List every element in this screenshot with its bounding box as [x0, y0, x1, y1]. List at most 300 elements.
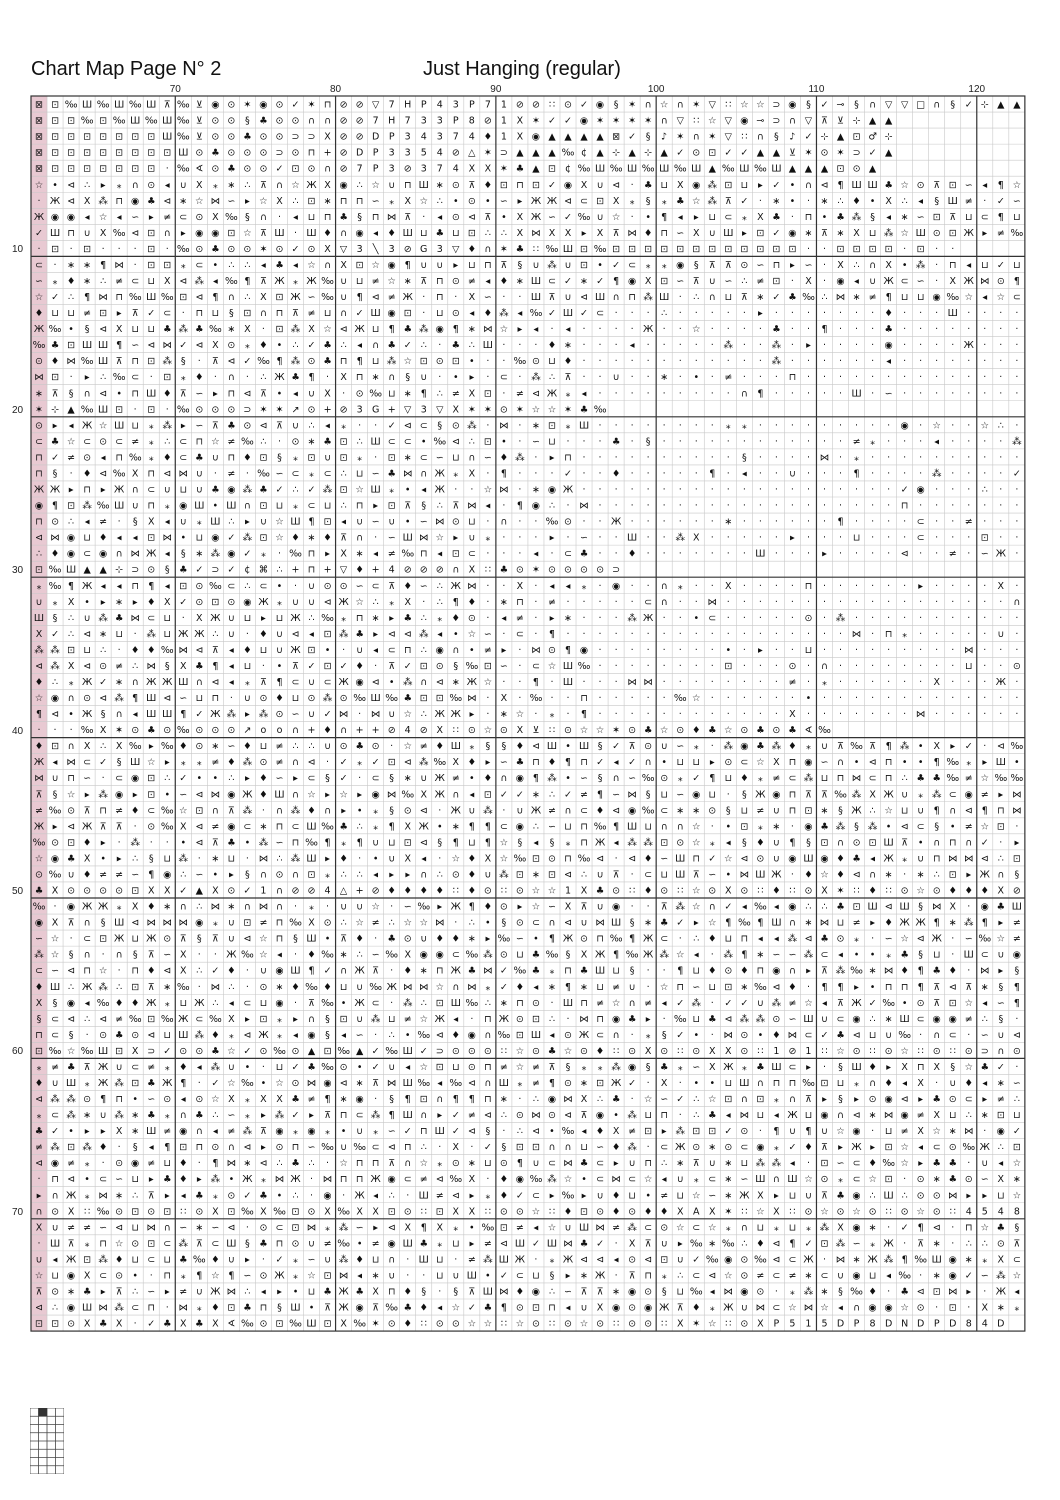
chart-symbol: ▸ [261, 1142, 266, 1154]
chart-symbol: X [83, 1270, 91, 1282]
chart-symbol: ¶ [484, 837, 491, 849]
chart-symbol: ◉ [836, 275, 845, 287]
chart-symbol: ‰ [176, 163, 190, 175]
chart-symbol: ⁎ [437, 1238, 443, 1250]
chart-symbol: § [485, 1126, 491, 1138]
chart-symbol: Ж [258, 596, 269, 608]
chart-symbol: ⊡ [483, 436, 492, 448]
chart-symbol: ∗ [83, 275, 92, 287]
chart-symbol: ⊙ [451, 211, 460, 223]
chart-symbol: ⊘ [355, 115, 364, 127]
chart-symbol: ⊼ [596, 1286, 604, 1298]
chart-symbol: · [983, 372, 987, 384]
chart-symbol: ‰ [561, 1126, 575, 1138]
chart-symbol: ⁂ [210, 548, 221, 560]
chart-symbol: ∴ [372, 596, 379, 608]
chart-symbol: • [597, 259, 603, 271]
chart-symbol: Ж [98, 1077, 109, 1089]
chart-symbol: · [774, 500, 778, 512]
chart-symbol: ◉ [884, 340, 893, 352]
chart-symbol: · [871, 532, 875, 544]
chart-symbol: ☆ [900, 1302, 909, 1314]
chart-symbol: ⁎ [341, 420, 346, 432]
chart-symbol: ∴ [132, 853, 139, 865]
chart-symbol: • [485, 1270, 491, 1282]
chart-symbol: Ш [755, 869, 766, 881]
chart-symbol: · [662, 612, 666, 624]
chart-symbol: ⊙ [195, 596, 204, 608]
chart-symbol: · [662, 340, 666, 352]
chart-symbol: ∩ [740, 388, 748, 400]
chart-symbol: ∴ [468, 436, 475, 448]
chart-symbol: ⊓ [355, 372, 364, 384]
chart-symbol: ⋈ [819, 917, 830, 929]
chart-symbol: · [486, 468, 490, 480]
chart-symbol: ⊙ [580, 564, 589, 576]
chart-symbol: Ж [530, 805, 542, 817]
chart-symbol: Ш [146, 99, 157, 111]
chart-symbol: · [710, 500, 714, 512]
chart-symbol: ☆ [371, 901, 380, 913]
chart-symbol: ⊂ [531, 917, 540, 929]
chart-symbol: · [822, 1061, 827, 1073]
chart-symbol: ✓ [900, 1222, 909, 1234]
chart-symbol: ⊘ [483, 115, 492, 127]
chart-symbol: · [838, 372, 843, 384]
chart-symbol: ∴ [52, 676, 59, 688]
chart-symbol: ♦ [259, 789, 268, 801]
chart-symbol: ⊠ [612, 131, 621, 143]
chart-symbol: ∪ [821, 1126, 828, 1138]
chart-symbol: Ш [98, 340, 109, 352]
chart-symbol: Ж [883, 1238, 894, 1250]
chart-symbol: ⊡ [852, 243, 861, 255]
chart-symbol: ☆ [403, 917, 412, 929]
chart-symbol: · [951, 933, 955, 945]
chart-symbol: ♣ [435, 227, 445, 239]
chart-symbol: ◉ [227, 789, 236, 801]
chart-symbol: ⋈ [386, 789, 397, 801]
chart-symbol: ‰ [753, 163, 767, 175]
chart-symbol: · [37, 195, 41, 207]
chart-symbol: · [790, 324, 794, 336]
chart-symbol: § [357, 211, 362, 223]
chart-symbol: ‰ [545, 949, 559, 961]
chart-symbol: ⁂ [723, 340, 734, 352]
chart-symbol: · [518, 436, 522, 448]
chart-symbol: ⊂ [387, 436, 396, 448]
chart-symbol: ◉ [948, 1254, 957, 1266]
chart-symbol: Ш [947, 308, 958, 320]
thumbnail-current-page [39, 1408, 48, 1416]
chart-symbol: ⁂ [98, 195, 108, 207]
chart-symbol: ∽ [980, 1029, 989, 1041]
chart-symbol: · [903, 532, 907, 544]
chart-symbol: X [933, 676, 940, 688]
chart-symbol: · [598, 548, 602, 560]
chart-symbol: · [871, 660, 875, 672]
chart-symbol: ⊙ [211, 1142, 220, 1154]
chart-symbol: ▸ [966, 869, 972, 881]
chart-symbol: ▸ [100, 1286, 106, 1298]
chart-symbol: § [645, 1061, 651, 1073]
chart-symbol: ⊼ [292, 660, 299, 672]
chart-symbol: ⋈ [34, 372, 44, 384]
chart-symbol: ♣ [659, 917, 669, 929]
chart-symbol: · [630, 372, 634, 384]
chart-symbol: ⋈ [964, 853, 974, 865]
chart-symbol: X [997, 580, 1005, 592]
chart-symbol: · [919, 1029, 923, 1041]
chart-symbol: ⊙ [403, 933, 412, 945]
chart-symbol: · [534, 516, 538, 528]
chart-symbol: ∴ [821, 901, 828, 913]
chart-symbol: ⋈ [851, 628, 862, 640]
chart-symbol: ∴ [693, 933, 700, 945]
chart-symbol: ⊙ [628, 725, 637, 737]
chart-symbol: · [678, 484, 682, 496]
chart-symbol: ∪ [356, 644, 364, 656]
chart-symbol: ∴ [68, 981, 75, 993]
chart-symbol: X [180, 949, 187, 961]
chart-symbol: ∪ [340, 1142, 348, 1154]
chart-symbol: ‰ [946, 757, 960, 769]
chart-symbol: ⊃ [772, 115, 781, 127]
chart-symbol: ♣ [611, 1094, 621, 1106]
chart-symbol: ⊲ [195, 837, 204, 849]
chart-symbol: ⊡ [339, 1013, 348, 1025]
chart-symbol: · [822, 516, 827, 528]
chart-symbol: X [131, 468, 139, 480]
chart-symbol: ⋈ [723, 1286, 734, 1298]
chart-symbol: ▽ [676, 115, 684, 127]
chart-symbol: · [486, 356, 490, 368]
chart-symbol: ⊼ [676, 1302, 684, 1314]
chart-symbol: ⋈ [386, 1077, 397, 1089]
chart-symbol: ♦ [740, 773, 749, 785]
chart-symbol: ☆ [916, 885, 925, 897]
chart-symbol: 1 [500, 131, 507, 143]
chart-symbol: ⋈ [34, 773, 44, 785]
chart-symbol: ∩ [468, 452, 476, 464]
chart-symbol: · [582, 628, 586, 640]
chart-symbol: ✓ [564, 115, 572, 127]
chart-symbol: H [404, 99, 412, 111]
chart-symbol: ≠ [515, 1222, 524, 1234]
chart-symbol: X [564, 901, 572, 913]
chart-symbol: ◉ [579, 115, 589, 127]
chart-symbol: · [678, 596, 682, 608]
chart-symbol: ⊃ [499, 147, 508, 159]
chart-symbol: ⊹ [820, 131, 829, 143]
chart-symbol: § [501, 1142, 507, 1154]
chart-symbol: 4 [404, 725, 411, 737]
chart-symbol: ‰ [80, 115, 94, 127]
chart-symbol: ✶ [612, 115, 621, 127]
chart-symbol: · [630, 660, 634, 672]
chart-symbol: ✓ [179, 885, 188, 897]
chart-symbol: ⊼ [388, 580, 396, 592]
chart-symbol: ▲ [532, 147, 540, 159]
chart-symbol: · [133, 404, 137, 416]
chart-symbol: ∩ [243, 901, 251, 913]
chart-symbol: ⊻ [788, 147, 796, 159]
chart-symbol: ♣ [259, 115, 268, 127]
chart-symbol: ⋈ [322, 1174, 333, 1186]
chart-symbol: ◉ [900, 420, 909, 432]
chart-symbol: ⊼ [580, 1110, 588, 1122]
chart-symbol: • [84, 1174, 90, 1186]
chart-symbol: ∴ [436, 388, 443, 400]
chart-symbol: ⊙ [499, 949, 508, 961]
chart-symbol: ∴ [292, 340, 299, 352]
chart-symbol: ∗ [916, 869, 925, 881]
chart-symbol: ⊡ [1012, 853, 1021, 865]
chart-symbol: ⁎ [725, 420, 731, 432]
chart-symbol: ✶ [564, 404, 572, 416]
chart-symbol: ⁂ [98, 981, 108, 993]
chart-symbol: □ [916, 99, 926, 111]
chart-symbol: ▽ [884, 99, 893, 111]
chart-symbol: ⊓ [740, 933, 749, 945]
chart-symbol: ⊔ [692, 965, 700, 977]
chart-symbol: · [758, 693, 762, 705]
chart-symbol: ⊙ [644, 1286, 653, 1298]
chart-symbol: ☆ [708, 1222, 717, 1234]
chart-symbol: · [630, 1094, 634, 1106]
chart-symbol: ◉ [788, 853, 797, 865]
chart-symbol: ∴ [180, 869, 187, 881]
chart-symbol: ✓ [676, 1029, 685, 1041]
chart-symbol: · [662, 516, 666, 528]
chart-symbol: · [999, 356, 1003, 368]
chart-symbol: ♦ [50, 548, 60, 560]
chart-symbol: · [678, 628, 682, 640]
chart-symbol: · [518, 1094, 522, 1106]
chart-symbol: ☆ [643, 1174, 653, 1186]
chart-symbol: ∗ [531, 869, 540, 881]
chart-symbol: ⊲ [531, 1126, 540, 1138]
chart-symbol: · [646, 693, 650, 705]
chart-symbol: ⁎ [196, 757, 202, 769]
chart-symbol: · [630, 1029, 634, 1041]
chart-symbol: ⊙ [628, 1318, 637, 1330]
chart-symbol: · [919, 548, 923, 560]
chart-symbol: 1 [805, 1318, 812, 1330]
chart-symbol: · [774, 372, 778, 384]
chart-symbol: ∗ [724, 516, 733, 528]
chart-symbol: ⁎ [84, 1190, 90, 1202]
chart-symbol: ⊓ [195, 436, 204, 448]
chart-symbol: · [806, 372, 810, 384]
chart-symbol: · [582, 372, 586, 384]
chart-symbol: · [726, 452, 730, 464]
chart-symbol: ⊙ [227, 243, 236, 255]
chart-symbol: ∗ [531, 484, 540, 496]
chart-symbol: ∪ [308, 580, 316, 592]
chart-symbol: + [307, 725, 316, 737]
chart-symbol: ‰ [802, 292, 815, 304]
chart-symbol: ✶ [499, 243, 508, 255]
chart-symbol: ⋈ [1012, 805, 1022, 817]
chart-symbol: · [935, 1302, 939, 1314]
chart-symbol: · [822, 388, 827, 400]
chart-symbol: ∪ [67, 869, 75, 881]
chart-symbol: ▸ [854, 981, 859, 993]
chart-symbol: ⊲ [195, 292, 204, 304]
chart-symbol: ♦ [772, 1029, 781, 1041]
chart-symbol: · [710, 484, 714, 496]
chart-symbol: • [404, 516, 411, 528]
chart-symbol: ▸ [309, 1110, 314, 1122]
chart-symbol: ∗ [804, 227, 813, 239]
chart-symbol: ≠ [131, 436, 140, 448]
chart-symbol: ⊙ [307, 243, 316, 255]
chart-symbol: ⋈ [803, 1302, 814, 1314]
chart-symbol: X [244, 324, 251, 336]
chart-symbol: ✓ [371, 757, 380, 769]
chart-symbol: ∴ [356, 179, 363, 191]
chart-symbol: ⊂ [115, 436, 124, 448]
chart-symbol: ⁂ [531, 372, 541, 384]
chart-symbol: Ш [49, 227, 61, 239]
chart-symbol: Ж [771, 869, 782, 881]
chart-symbol: ⊡ [948, 997, 957, 1009]
chart-symbol: ⊲ [67, 195, 76, 207]
chart-symbol: ◉ [932, 292, 941, 304]
chart-symbol: ∽ [275, 468, 284, 480]
chart-symbol: ‰ [689, 1238, 703, 1250]
chart-symbol: ⊙ [163, 725, 172, 737]
chart-symbol: ⊡ [259, 500, 268, 512]
chart-symbol: ☆ [724, 1270, 733, 1282]
chart-symbol: X [837, 259, 844, 271]
chart-symbol: ▸ [437, 901, 443, 913]
chart-symbol: · [903, 388, 907, 400]
chart-symbol: Ш [947, 195, 958, 207]
chart-symbol: ♣ [162, 1174, 172, 1186]
chart-symbol: · [919, 372, 923, 384]
chart-symbol: ♣ [483, 1302, 493, 1314]
chart-symbol: · [855, 548, 859, 560]
chart-symbol: · [855, 596, 859, 608]
chart-symbol: Ж [81, 420, 93, 432]
chart-symbol: ⊡ [99, 131, 108, 143]
chart-symbol: ∩ [997, 869, 1005, 881]
chart-symbol: · [165, 163, 169, 175]
chart-symbol: ⊻ [195, 99, 203, 111]
chart-symbol: ⁎ [661, 195, 667, 207]
chart-symbol: ‰ [545, 243, 559, 255]
chart-symbol: ⊲ [419, 805, 428, 817]
chart-symbol: · [999, 308, 1003, 320]
chart-symbol: ⁂ [547, 259, 557, 271]
chart-symbol: ◉ [515, 821, 525, 833]
chart-symbol: ♦ [483, 773, 493, 785]
chart-symbol: ⊙ [628, 1206, 637, 1218]
chart-symbol: ‰ [273, 1045, 286, 1057]
chart-symbol: ◉ [692, 179, 701, 191]
chart-symbol: · [742, 628, 746, 640]
chart-symbol: ⋈ [835, 1254, 846, 1266]
chart-symbol: ¶ [84, 292, 91, 304]
chart-symbol: ⊼ [35, 1286, 43, 1298]
chart-symbol: § [116, 757, 122, 769]
chart-symbol: ⋈ [66, 356, 76, 368]
chart-symbol: ∪ [340, 275, 348, 287]
chart-symbol: · [983, 468, 987, 480]
chart-symbol: ☆ [515, 1061, 525, 1073]
chart-symbol: · [790, 211, 794, 223]
chart-symbol: § [293, 933, 298, 945]
chart-symbol: ⁂ [931, 789, 942, 801]
chart-symbol: ☆ [804, 1174, 813, 1186]
chart-symbol: ✓ [547, 115, 556, 127]
chart-symbol: ☆ [691, 1190, 701, 1202]
chart-symbol: ✓ [339, 773, 348, 785]
chart-symbol: Ж [530, 195, 542, 207]
chart-symbol: ✓ [243, 1190, 252, 1202]
chart-symbol: ☆ [675, 949, 685, 961]
chart-symbol: ⊓ [884, 773, 893, 785]
chart-symbol: ∴ [276, 564, 283, 576]
chart-symbol: ⊔ [756, 1222, 765, 1234]
chart-symbol: ✓ [195, 564, 204, 576]
chart-symbol: · [277, 211, 281, 223]
chart-symbol: ⊔ [147, 324, 155, 336]
chart-symbol: ⁂ [515, 452, 525, 464]
chart-symbol: ☆ [579, 1318, 589, 1330]
chart-symbol: ◂ [373, 869, 379, 881]
chart-symbol: ♦ [403, 965, 412, 977]
chart-symbol: ⁎ [180, 259, 186, 271]
chart-symbol: · [630, 580, 634, 592]
chart-symbol: ◉ [676, 259, 685, 271]
chart-symbol: ∗ [708, 1142, 717, 1154]
chart-symbol: · [406, 1270, 410, 1282]
chart-symbol: ◉ [387, 308, 396, 320]
chart-symbol: · [871, 933, 875, 945]
chart-symbol: • [469, 1222, 475, 1234]
chart-symbol: ⊼ [115, 1286, 123, 1298]
chart-symbol: ⊲ [131, 917, 140, 929]
chart-symbol: · [742, 580, 746, 592]
chart-symbol: ▲ [804, 163, 813, 175]
chart-symbol: ∴ [340, 468, 347, 480]
chart-symbol: ∽ [804, 259, 813, 271]
chart-symbol: ⊔ [163, 853, 171, 865]
chart-symbol: ♦ [259, 773, 268, 785]
chart-symbol: • [116, 388, 122, 400]
chart-symbol: · [630, 468, 634, 480]
chart-symbol: ≠ [644, 997, 653, 1009]
chart-symbol: · [678, 452, 682, 464]
chart-symbol: ☆ [708, 1094, 717, 1106]
chart-symbol: ✓ [740, 997, 749, 1009]
chart-symbol: · [614, 676, 618, 688]
chart-symbol: · [999, 532, 1003, 544]
chart-symbol: · [790, 275, 794, 287]
chart-symbol: · [614, 532, 618, 544]
chart-symbol: ✓ [740, 147, 749, 159]
chart-symbol: ∪ [612, 372, 620, 384]
chart-symbol: Ш [306, 821, 317, 833]
chart-symbol: · [983, 452, 987, 464]
chart-symbol: X [340, 1318, 347, 1330]
chart-symbol: · [935, 259, 939, 271]
chart-symbol: ⊙ [307, 1206, 316, 1218]
chart-symbol: ◉ [980, 901, 989, 913]
